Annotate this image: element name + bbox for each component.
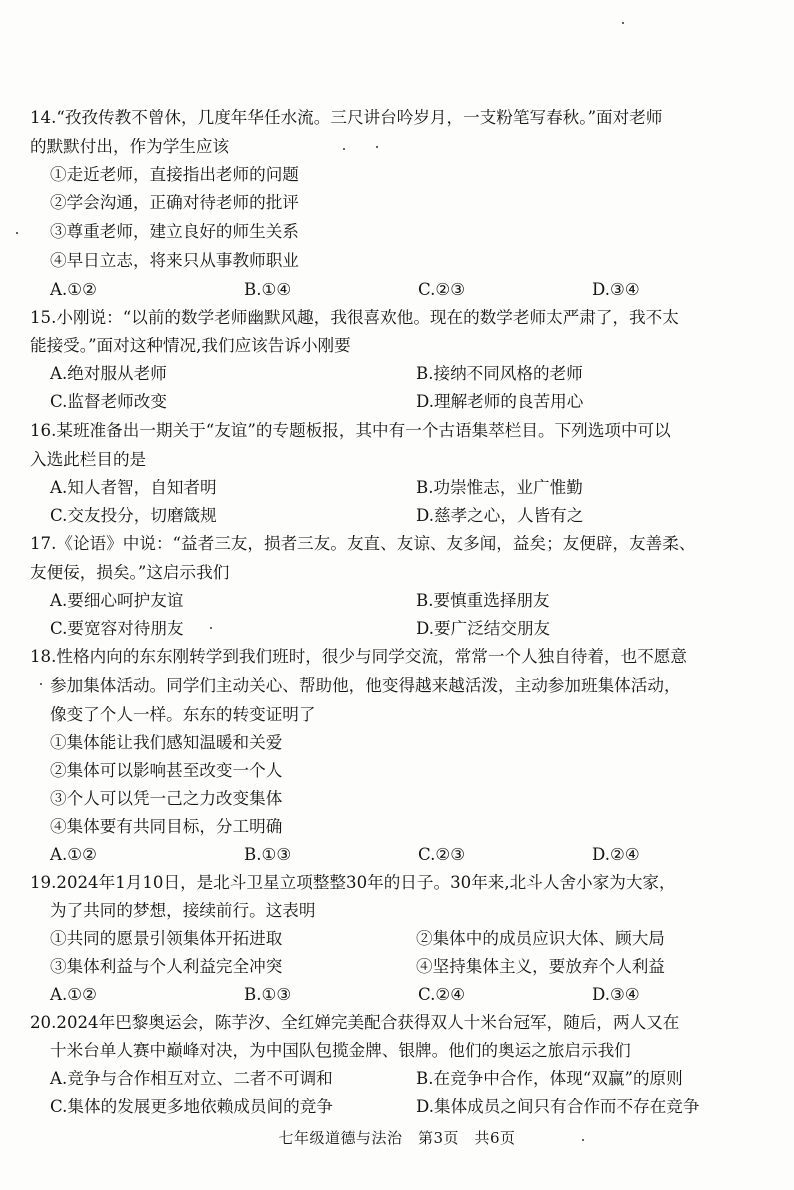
choice-c: C.要宽容对待朋友 <box>50 619 184 638</box>
choice-a: A.①② <box>50 845 98 864</box>
question-stem-line: 入选此栏目的是 <box>30 450 147 469</box>
question-stem-line: 19.2024年1月10日，是北斗卫星立项整整30年的日子。30年来,北斗人舍小家为大家， <box>30 873 676 892</box>
question-stem-line: 像变了个人一样。东东的转变证明了 <box>50 705 316 724</box>
choice-d: D.要广泛结交朋友 <box>416 619 551 638</box>
scan-speck <box>343 148 345 150</box>
question-stem-line: 的默默付出，作为学生应该 <box>30 137 230 156</box>
choice-d: D.③④ <box>592 280 640 299</box>
choice-b: B.接纳不同风格的老师 <box>416 364 583 383</box>
choice-a: A.①② <box>50 985 98 1004</box>
scan-speck <box>582 1139 584 1141</box>
statement-item: ③集体利益与个人利益完全冲突 <box>50 957 283 976</box>
statement-item: ③个人可以凭一己之力改变集体 <box>50 789 283 808</box>
choice-a: A.绝对服从老师 <box>50 364 167 383</box>
question-stem-line: 14.“孜孜传教不曾休，几度年华任水流。三尺讲台吟岁月，一支粉笔写春秋。”面对老师 <box>30 108 663 127</box>
scan-speck <box>210 627 212 629</box>
choice-c: C.②③ <box>418 845 466 864</box>
question-stem-line: 参加集体活动。同学们主动关心、帮助他，他变得越来越活泼，主动参加班集体活动， <box>50 676 681 695</box>
question-stem-line: 友便佞，损矣。”这启示我们 <box>30 563 230 582</box>
choice-d: D.②④ <box>592 845 640 864</box>
statement-item: ①共同的愿景引领集体开拓进取 <box>50 929 283 948</box>
statement-item: ①走近老师，直接指出老师的问题 <box>50 165 299 184</box>
question-stem-line: 为了共同的梦想，接续前行。这表明 <box>50 901 316 920</box>
choice-d: D.慈孝之心，人皆有之 <box>416 506 584 525</box>
page-footer: 七年级道德与法治 第3页 共6页 <box>278 1129 516 1147</box>
scan-speck <box>376 146 378 148</box>
choice-a: A.①② <box>50 280 98 299</box>
statement-item: ②集体可以影响甚至改变一个人 <box>50 761 283 780</box>
choice-b: B.要慎重选择朋友 <box>416 591 550 610</box>
choice-d: D.③④ <box>592 985 640 1004</box>
question-stem-line: 十米台单人赛中巅峰对决，为中国队包揽金牌、银牌。他们的奥运之旅启示我们 <box>50 1041 631 1060</box>
choice-c: C.交友投分，切磨箴规 <box>50 506 217 525</box>
statement-item: ①集体能让我们感知温暖和关爱 <box>50 733 283 752</box>
choice-a: A.知人者智，自知者明 <box>50 478 217 497</box>
choice-b: B.①④ <box>244 280 292 299</box>
choice-b: B.在竞争中合作，体现“双赢”的原则 <box>416 1069 683 1088</box>
scan-speck <box>622 22 624 24</box>
choice-b: B.①③ <box>244 845 292 864</box>
scan-speck <box>40 683 42 685</box>
question-stem-line: 20.2024年巴黎奥运会，陈芋汐、全红婵完美配合获得双人十米台冠军，随后，两人又在 <box>30 1013 680 1032</box>
choice-d: D.集体成员之间只有合作而不存在竞争 <box>416 1097 700 1116</box>
question-stem-line: 15.小刚说：“以前的数学老师幽默风趣，我很喜欢他。现在的数学老师太严肃了，我不太 <box>30 308 679 327</box>
statement-item: ②集体中的成员应识大体、顾大局 <box>416 929 665 948</box>
choice-c: C.②④ <box>418 985 466 1004</box>
statement-item: ④集体要有共同目标，分工明确 <box>50 817 283 836</box>
choice-b: B.功崇惟志，业广惟勤 <box>416 478 583 497</box>
choice-c: C.集体的发展更多地依赖成员间的竞争 <box>50 1097 333 1116</box>
statement-item: ②学会沟通，正确对待老师的批评 <box>50 193 299 212</box>
scan-speck <box>16 232 18 234</box>
choice-c: C.监督老师改变 <box>50 392 167 411</box>
choice-c: C.②③ <box>418 280 466 299</box>
choice-b: B.①③ <box>244 985 292 1004</box>
choice-a: A.要细心呵护友谊 <box>50 591 184 610</box>
statement-item: ④坚持集体主义，要放弃个人利益 <box>416 957 665 976</box>
question-stem-line: 17.《论语》中说：“益者三友，损者三友。友直、友谅、友多闻，益矣；友便辟，友善柔、 <box>30 534 696 553</box>
question-stem-line: 16.某班准备出一期关于“友谊”的专题板报，其中有一个古语集萃栏目。下列选项中可以 <box>30 421 671 440</box>
choice-d: D.理解老师的良苦用心 <box>416 392 584 411</box>
statement-item: ④早日立志，将来只从事教师职业 <box>50 251 299 270</box>
choice-a: A.竞争与合作相互对立、二者不可调和 <box>50 1069 333 1088</box>
question-stem-line: 能接受。”面对这种情况,我们应该告诉小刚要 <box>30 336 351 355</box>
question-stem-line: 18.性格内向的东东刚转学到我们班时，很少与同学交流，常常一个人独自待着，也不愿意 <box>30 647 687 666</box>
statement-item: ③尊重老师，建立良好的师生关系 <box>50 222 299 241</box>
